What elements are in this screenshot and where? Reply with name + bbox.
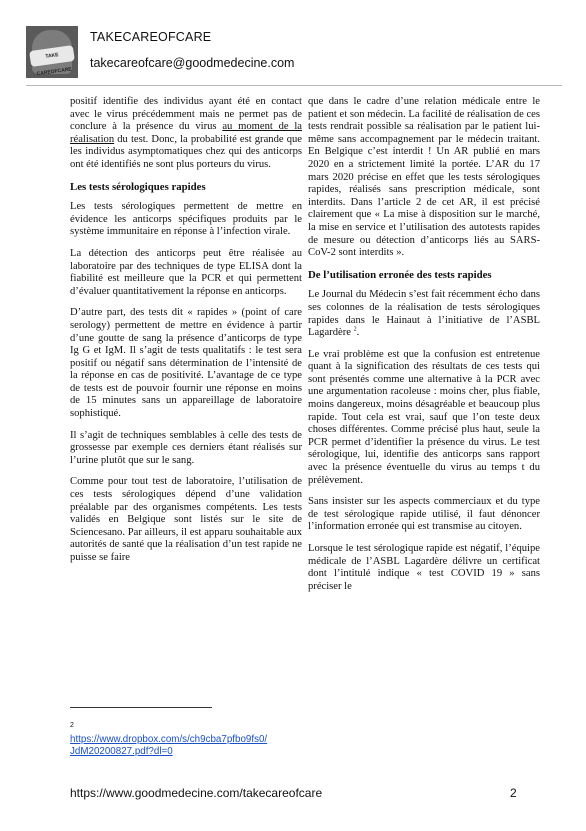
- paragraph: D’autre part, des tests dit « rapides » (point of care serology) permettent de mettre en évidence à partir d’une goutte de sang la présence d’anticorps de type Ig G et IgM. Il s’agit de tests qualitatifs : le test sera positif ou négatif sans détermination de l’intensité de la réponse en cas de positivité. L’avantage de ce type de tests est de pouvoir fournir une réponse en moins de 15 minutes sans un appareillage de laboratoire sophistiqué.: [70, 307, 302, 420]
- paragraph-text: du test. Donc, la probabilité est grande que les individus asymptomatiques chez qui des anticorps ont été identifiés ne sont plus porteurs du virus.: [70, 133, 302, 170]
- header-divider: [26, 85, 562, 86]
- paragraph: [70, 96, 302, 172]
- page-number: 2: [510, 786, 517, 800]
- footnote-link[interactable]: [70, 734, 300, 758]
- brand-name: TAKECAREOFCARE: [90, 30, 212, 44]
- footnote-divider: [70, 707, 212, 708]
- underlined-text: au moment de la réalisation: [70, 121, 303, 145]
- page-header: [26, 26, 566, 76]
- paragraph-text: .: [356, 327, 360, 339]
- footnote-number: 2: [70, 722, 74, 729]
- brand-logo: [26, 26, 78, 78]
- brand-email: takecareofcare@goodmedecine.com: [90, 56, 295, 70]
- footnote-link-line[interactable]: https://www.dropbox.com/s/ch9cba7pfbo9fs0/: [70, 734, 268, 745]
- paragraph: Sans insister sur les aspects commerciaux et du type de test sérologique rapide utilisé, il faut dénoncer l’information erronée qui est transmise au citoyen.: [308, 496, 540, 533]
- paragraph-text: positif identifie des individus ayant été en contact avec le virus précédemment mais ne permet pas de conclure à la présence du virus: [70, 96, 302, 133]
- paragraph: Comme pour tout test de laboratoire, l’utilisation de ces tests sérologiques dépend d’une validation préalable par des organismes compétents. Les tests validés en Belgique sont listés sur le site de Sciencesano. Par ailleurs, il est apparu souhaitable aux autorités de santé que la réalisation d’un test rapide ne puisse se faire: [70, 476, 302, 563]
- paragraph: Il s’agit de techniques semblables à celle des tests de grossesse par exemple ces derniers étant réalisés sur l’urine plutôt que sur le sang.: [70, 429, 302, 466]
- paragraph: [308, 289, 540, 339]
- section-heading: Les tests sérologiques rapides: [70, 180, 206, 193]
- paragraph: Lorsque le test sérologique rapide est négatif, l’équipe médicale de l’ASBL Lagardère délivre un certificat dont l’intitulé indique « test COVID 19 » sans préciser le: [308, 543, 540, 592]
- section-heading: De l’utilisation erronée des tests rapides: [308, 268, 492, 281]
- logo-text: TAKE CAREOFCARE: [36, 52, 73, 78]
- paragraph: que dans le cadre d’une relation médicale entre le patient et son médecin. La facilité de réalisation de ces tests rendrait possible sa réalisation par le patient lui-même sans accompagnement par le médecin traitant. En Belgique c’est interdit ! Un AR publié en mars 2020 en a strictement limité la portée. L’AR du 17 mars 2020 précise en effet que les tests sérologiques rapides, réalisés sans prescription médicale, sont interdits. Dans l’article 2 de cet AR, il est précisé clairement que « La mise à disposition sur le marché, la mise en service et l’utilisation des autotests rapides de mesure ou détection d’anticorps liés au SARS-CoV-2 sont interdits ».: [308, 96, 540, 259]
- footnote-link-line[interactable]: JdM20200827.pdf?dl=0: [70, 746, 173, 757]
- right-column: [308, 96, 540, 602]
- footer-url: https://www.goodmedecine.com/takecareofcare: [70, 786, 323, 800]
- paragraph-text: Le Journal du Médecin s’est fait récemment écho dans ses colonnes de la réalisation de tests sérologiques rapides dans le Hainaut à l’initiative de l’ASBL Lagardère: [308, 289, 540, 339]
- left-column: [70, 96, 302, 574]
- footnote-ref[interactable]: 2: [353, 326, 357, 333]
- paragraph: Les tests sérologiques permettent de mettre en évidence les anticorps spécifiques produits par le système immunitaire en réponse à l’infection virale.: [70, 201, 302, 238]
- paragraph: Le vrai problème est que la confusion est entretenue quant à la signification des résultats de ces tests qui sont présentés comme une alternative à la PCR avec une argumentation racoleuse : moins cher, plus fiable, moins dangereux, moins désagréable et beaucoup plus rapide. Tout cela est vrai, sauf que l’on teste deux choses différentes. Comme précisé plus haut, seule la PCR permet d’identifier la présence du virus. Le test sérologique, lui, identifie des anticorps sans rapport avec la présence éventuelle du virus au temps t du prélèvement.: [308, 348, 540, 486]
- paragraph: La détection des anticorps peut être réalisée au laboratoire par des techniques de type ELISA dont la fiabilité est meilleure que la PCR et qui permettent d’évaluer quantitativement la réponse en anticorps.: [70, 247, 302, 297]
